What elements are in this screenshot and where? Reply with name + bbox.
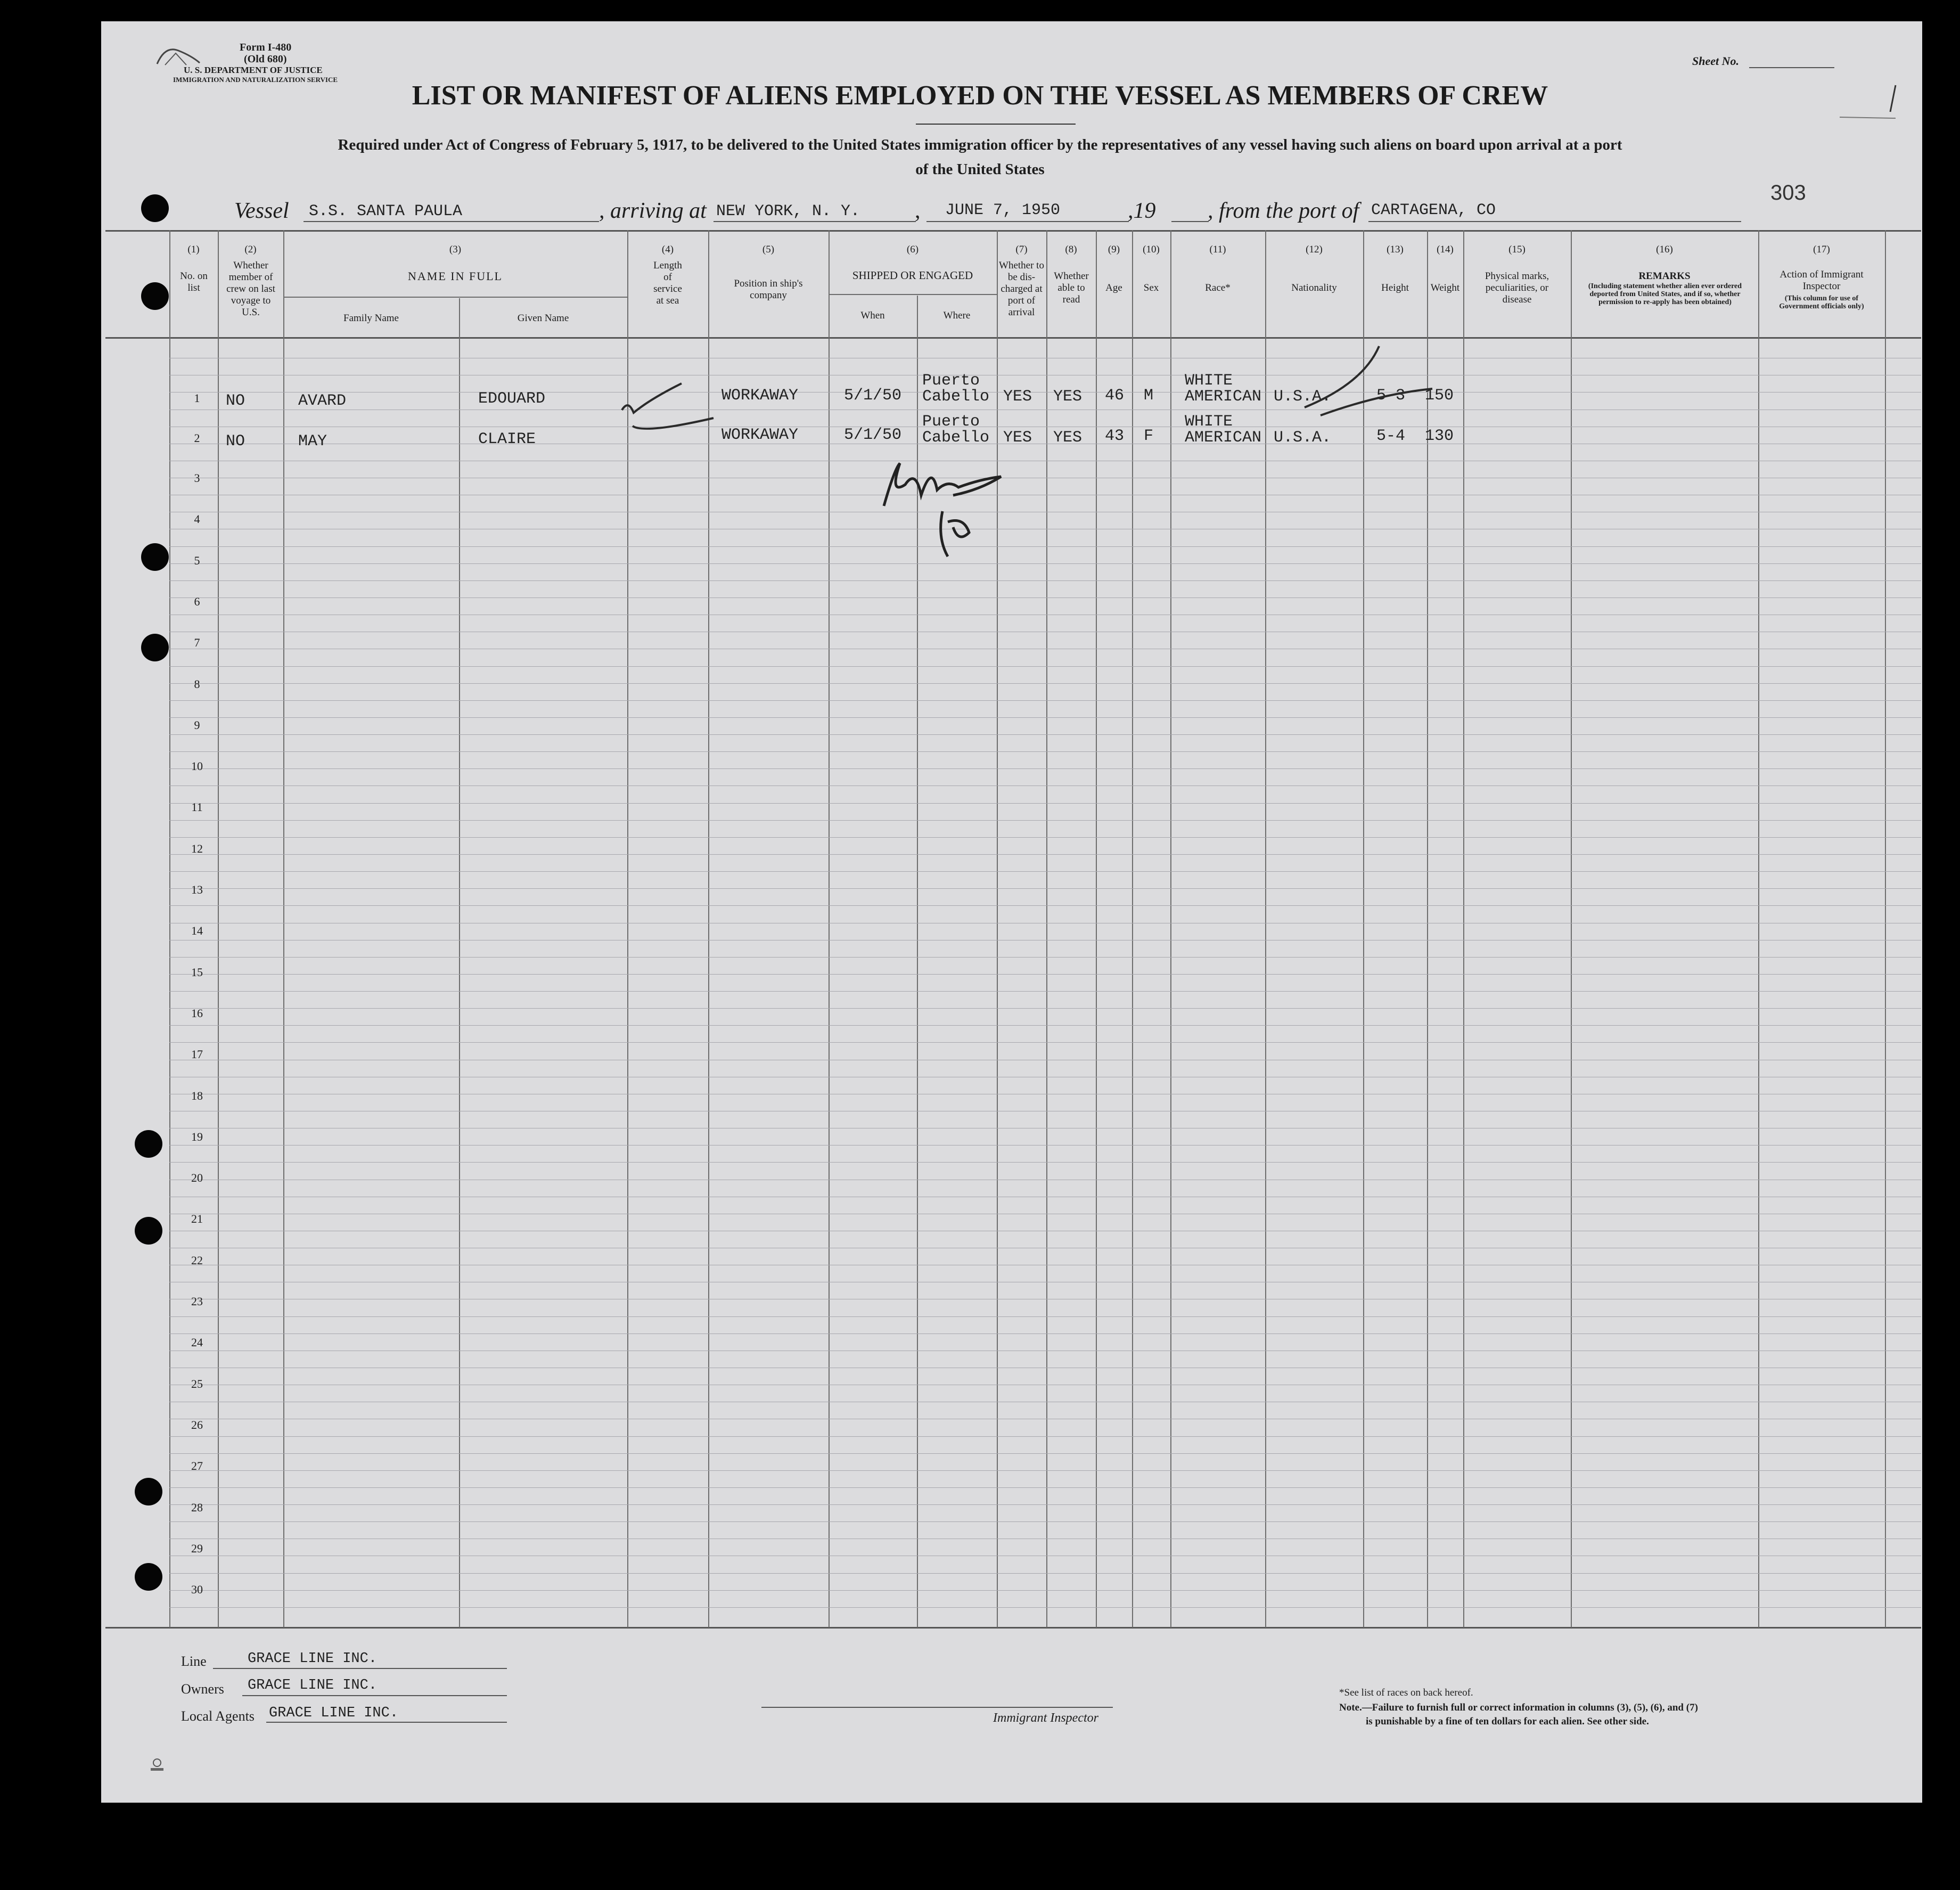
department: U. S. DEPARTMENT OF JUSTICE xyxy=(184,65,323,75)
line-underline xyxy=(213,1668,507,1669)
row-1-where-2: Cabello xyxy=(922,388,990,406)
row-2-age: 43 xyxy=(1105,427,1125,445)
row-number: 3 xyxy=(194,471,200,485)
col-header-read: Whether able to read xyxy=(1054,271,1089,305)
col-header-where: Where xyxy=(943,310,971,321)
ruled-line xyxy=(169,1487,1921,1488)
row-2-position: WORKAWAY xyxy=(721,426,799,444)
ruled-line xyxy=(169,820,1921,821)
col-line xyxy=(1463,230,1464,1627)
punch-hole xyxy=(135,1217,162,1245)
col-num-9: (9) xyxy=(1108,244,1120,255)
name-subheader-line xyxy=(283,297,627,298)
row-number: 7 xyxy=(194,636,200,649)
col-header-inspector-action: Action of Immigrant Inspector xyxy=(1779,269,1864,292)
ruled-line xyxy=(169,1316,1921,1317)
col-header-no: No. on list xyxy=(180,271,208,293)
col-num-1: (1) xyxy=(187,244,200,255)
table-bottom-border xyxy=(105,1627,1921,1629)
row-1-height: 5-3 xyxy=(1376,387,1406,405)
ruled-line xyxy=(169,666,1921,667)
row-number: 16 xyxy=(191,1007,203,1020)
row-number: 8 xyxy=(194,677,200,691)
col-header-height: Height xyxy=(1381,282,1409,293)
punch-hole xyxy=(141,282,169,310)
ruled-line xyxy=(169,1162,1921,1163)
row-2-sex: F xyxy=(1144,427,1154,445)
col-num-2: (2) xyxy=(244,244,257,255)
ruled-line xyxy=(169,991,1921,992)
col-header-service-length: Length of service at sea xyxy=(653,260,682,306)
departure-underline xyxy=(1368,221,1741,222)
col-header-last-voyage: Whether member of crew on last voyage to U.S. xyxy=(226,260,275,318)
ruled-line xyxy=(169,957,1921,958)
row-1-weight: 150 xyxy=(1425,387,1454,405)
vessel-label: Vessel xyxy=(234,199,289,223)
ruled-line xyxy=(169,871,1921,872)
col-header-given-name: Given Name xyxy=(517,313,569,324)
row-number: 18 xyxy=(191,1089,203,1102)
col-num-5: (5) xyxy=(762,244,775,255)
row-2-family-name: MAY xyxy=(298,432,327,451)
ruled-line xyxy=(169,854,1921,855)
col-num-17: (17) xyxy=(1813,244,1830,255)
col-header-discharged: Whether to be dis-charged at port of arrival xyxy=(999,260,1044,318)
ruled-line xyxy=(169,974,1921,975)
row-2-given-name: CLAIRE xyxy=(478,430,536,448)
row-number: 9 xyxy=(194,718,200,732)
col-num-16: (16) xyxy=(1656,244,1673,255)
col-line xyxy=(283,230,284,1627)
row-1-position: WORKAWAY xyxy=(721,387,799,405)
col-header-when: When xyxy=(860,310,885,321)
row-number: 25 xyxy=(191,1377,203,1390)
row-2-race-2: AMERICAN xyxy=(1185,429,1262,447)
row-1-race-1: WHITE xyxy=(1185,372,1233,390)
row-number: 4 xyxy=(194,512,200,526)
col-num-12: (12) xyxy=(1306,244,1323,255)
col-line xyxy=(829,230,830,1627)
col-line xyxy=(1096,230,1097,1627)
col-line xyxy=(1265,230,1266,1627)
ruled-line xyxy=(169,580,1921,581)
col-header-physical-marks: Physical marks, peculiarities, or disease xyxy=(1485,271,1549,305)
row-1-where-1: Puerto xyxy=(922,372,980,390)
col-line xyxy=(459,298,460,1627)
ruled-line xyxy=(169,888,1921,889)
punch-hole xyxy=(135,1478,162,1506)
arrival-underline xyxy=(714,221,916,222)
vessel-name: S.S. SANTA PAULA xyxy=(309,202,463,220)
col-num-15: (15) xyxy=(1508,244,1526,255)
shipped-subheader-line xyxy=(829,294,997,295)
row-number: 12 xyxy=(191,842,203,855)
form-number: Form I-480 xyxy=(240,42,292,53)
penalty-note-1: Note.—Failure to furnish full or correct information in columns (3), (5), (6), and (7) xyxy=(1339,1702,1698,1713)
col-num-13: (13) xyxy=(1387,244,1404,255)
agents-underline xyxy=(266,1722,507,1723)
sheet-label: Sheet No. xyxy=(1692,54,1739,68)
ruled-line xyxy=(169,1008,1921,1009)
inspector-label: Immigrant Inspector xyxy=(993,1711,1098,1725)
year-prefix: 19 xyxy=(1133,199,1156,223)
row-2-when: 5/1/50 xyxy=(844,426,902,444)
owners-value: GRACE LINE INC. xyxy=(248,1678,378,1693)
stamp-number: 303 xyxy=(1770,181,1806,204)
col-header-remarks-note: (Including statement whether alien ever ordered deported from United States, and if so, whether permission to re-apply has been obtained) xyxy=(1588,282,1742,306)
col-line xyxy=(169,230,170,1627)
row-1-age: 46 xyxy=(1105,387,1125,405)
row-number: 28 xyxy=(191,1501,203,1514)
form-old-number: (Old 680) xyxy=(244,53,287,65)
row-1-last-voyage: NO xyxy=(226,392,245,410)
col-header-shipped: SHIPPED OR ENGAGED xyxy=(852,269,973,282)
ruled-line xyxy=(169,1590,1921,1591)
row-number: 20 xyxy=(191,1171,203,1184)
handwritten-check-nationality xyxy=(1299,336,1438,421)
ruled-line xyxy=(169,751,1921,752)
arrival-port: NEW YORK, N. Y. xyxy=(716,202,860,220)
handwritten-checkmarks xyxy=(618,367,724,447)
sheet-number-line xyxy=(1749,67,1834,68)
row-2-where-2: Cabello xyxy=(922,429,990,447)
punch-hole xyxy=(141,543,169,571)
row-number: 21 xyxy=(191,1212,203,1225)
vessel-underline xyxy=(304,221,599,222)
col-header-sex: Sex xyxy=(1143,282,1159,293)
ruled-line xyxy=(169,1042,1921,1043)
ruled-line xyxy=(169,1504,1921,1505)
row-2-last-voyage: NO xyxy=(226,432,245,451)
title-underline xyxy=(916,124,1076,125)
arriving-label: , arriving at xyxy=(599,199,707,223)
service: IMMIGRATION AND NATURALIZATION SERVICE xyxy=(173,76,338,84)
col-header-family-name: Family Name xyxy=(343,313,399,324)
col-num-4: (4) xyxy=(661,244,674,255)
races-note: *See list of races on back hereof. xyxy=(1339,1687,1473,1698)
inspector-signature-line xyxy=(761,1707,1113,1708)
ruled-line xyxy=(169,683,1921,684)
printer-mark xyxy=(146,1757,168,1773)
header-bottom-border xyxy=(105,337,1921,339)
handwritten-signature xyxy=(873,447,1065,564)
ruled-line xyxy=(169,1607,1921,1608)
ruled-line xyxy=(169,803,1921,804)
owners-underline xyxy=(242,1695,507,1696)
agents-label: Local Agents xyxy=(181,1708,255,1724)
table-top-border xyxy=(105,230,1921,232)
year-label: ,19 xyxy=(1128,199,1156,223)
row-number: 2 xyxy=(194,431,200,445)
ruled-line xyxy=(169,700,1921,701)
col-line xyxy=(218,230,219,1627)
row-1-discharged: YES xyxy=(1003,388,1032,406)
row-number: 19 xyxy=(191,1130,203,1143)
ruled-line xyxy=(169,1436,1921,1437)
row-number: 5 xyxy=(194,554,200,567)
row-number: 22 xyxy=(191,1254,203,1267)
ruled-line xyxy=(169,717,1921,718)
ruled-line xyxy=(169,1470,1921,1471)
row-2-race-1: WHITE xyxy=(1185,413,1233,431)
penalty-note-2: is punishable by a fine of ten dollars for each alien. See other side. xyxy=(1366,1716,1649,1727)
row-1-sex: M xyxy=(1144,387,1154,405)
row-1-nationality: U.S.A. xyxy=(1274,388,1332,406)
row-1-given-name: EDOUARD xyxy=(478,390,546,408)
row-2-nationality: U.S.A. xyxy=(1274,429,1332,447)
col-header-weight: Weight xyxy=(1430,282,1460,293)
row-number: 13 xyxy=(191,883,203,896)
ruled-line xyxy=(169,1521,1921,1522)
row-number: 11 xyxy=(191,800,203,814)
col-line xyxy=(1885,230,1886,1627)
punch-hole xyxy=(135,1130,162,1158)
col-line xyxy=(1170,230,1171,1627)
row-number: 14 xyxy=(191,924,203,937)
col-line xyxy=(1132,230,1133,1627)
departure-port: CARTAGENA, CO xyxy=(1371,201,1496,219)
row-number: 29 xyxy=(191,1542,203,1555)
col-num-14: (14) xyxy=(1437,244,1454,255)
arrival-date: JUNE 7, 1950 xyxy=(945,201,1061,219)
row-number: 10 xyxy=(191,759,203,773)
ruled-line xyxy=(169,1573,1921,1574)
row-number: 30 xyxy=(191,1583,203,1596)
owners-label: Owners xyxy=(181,1681,224,1697)
col-header-age: Age xyxy=(1105,282,1122,293)
col-num-11: (11) xyxy=(1209,244,1226,255)
col-header-inspector-note: (This column for use of Government officials only) xyxy=(1779,294,1864,310)
row-number: 1 xyxy=(194,391,200,405)
ruled-line xyxy=(169,1453,1921,1454)
col-line xyxy=(1571,230,1572,1627)
ruled-line xyxy=(169,768,1921,769)
col-num-8: (8) xyxy=(1065,244,1077,255)
col-num-6: (6) xyxy=(906,244,919,255)
col-header-nationality: Nationality xyxy=(1291,282,1337,293)
col-line xyxy=(1363,230,1364,1627)
ruled-line xyxy=(169,1333,1921,1334)
row-1-read: YES xyxy=(1053,388,1082,406)
row-number: 26 xyxy=(191,1418,203,1431)
col-header-race: Race* xyxy=(1205,282,1231,293)
punch-hole xyxy=(141,634,169,661)
row-number: 6 xyxy=(194,595,200,608)
col-header-position: Position in ship's company xyxy=(734,278,803,301)
ruled-line xyxy=(169,734,1921,735)
col-header-name: NAME IN FULL xyxy=(408,269,503,283)
row-2-height: 5-4 xyxy=(1376,427,1406,445)
row-2-weight: 130 xyxy=(1425,427,1454,445)
col-line xyxy=(1046,230,1047,1627)
ruled-line xyxy=(169,905,1921,906)
subtitle-line-2: of the United States xyxy=(915,161,1045,178)
ruled-line xyxy=(169,1025,1921,1026)
row-2-read: YES xyxy=(1053,429,1082,447)
subtitle-line-1: Required under Act of Congress of February 5, 1917, to be delivered to the United States immigration officer by the representatives of any vessel having such aliens on board upon arrival at a port xyxy=(338,136,1622,153)
row-1-family-name: AVARD xyxy=(298,392,347,410)
row-2-where-1: Puerto xyxy=(922,413,980,431)
col-header-remarks: REMARKS xyxy=(1638,271,1691,282)
col-num-10: (10) xyxy=(1143,244,1160,255)
col-line xyxy=(997,230,998,1627)
punch-hole xyxy=(141,194,169,222)
col-line xyxy=(1758,230,1759,1627)
row-number: 24 xyxy=(191,1336,203,1349)
row-1-race-2: AMERICAN xyxy=(1185,388,1262,406)
row-number: 17 xyxy=(191,1048,203,1061)
year-underline xyxy=(1171,221,1209,222)
row-1-when: 5/1/50 xyxy=(844,387,902,405)
page-title: LIST OR MANIFEST OF ALIENS EMPLOYED ON THE VESSEL AS MEMBERS OF CREW xyxy=(412,80,1548,111)
row-number: 23 xyxy=(191,1295,203,1308)
ruled-line xyxy=(169,1145,1921,1146)
col-num-3: (3) xyxy=(449,244,462,255)
line-label: Line xyxy=(181,1654,207,1669)
date-underline xyxy=(926,221,1129,222)
comma: , xyxy=(915,199,921,223)
row-number: 15 xyxy=(191,966,203,979)
from-port-label: , from the port of xyxy=(1208,199,1359,223)
col-num-7: (7) xyxy=(1015,244,1028,255)
line-value: GRACE LINE INC. xyxy=(248,1651,378,1667)
row-2-discharged: YES xyxy=(1003,429,1032,447)
punch-hole xyxy=(135,1563,162,1591)
agents-value: GRACE LINE INC. xyxy=(269,1705,399,1721)
row-number: 27 xyxy=(191,1459,203,1472)
ruled-line xyxy=(169,837,1921,838)
